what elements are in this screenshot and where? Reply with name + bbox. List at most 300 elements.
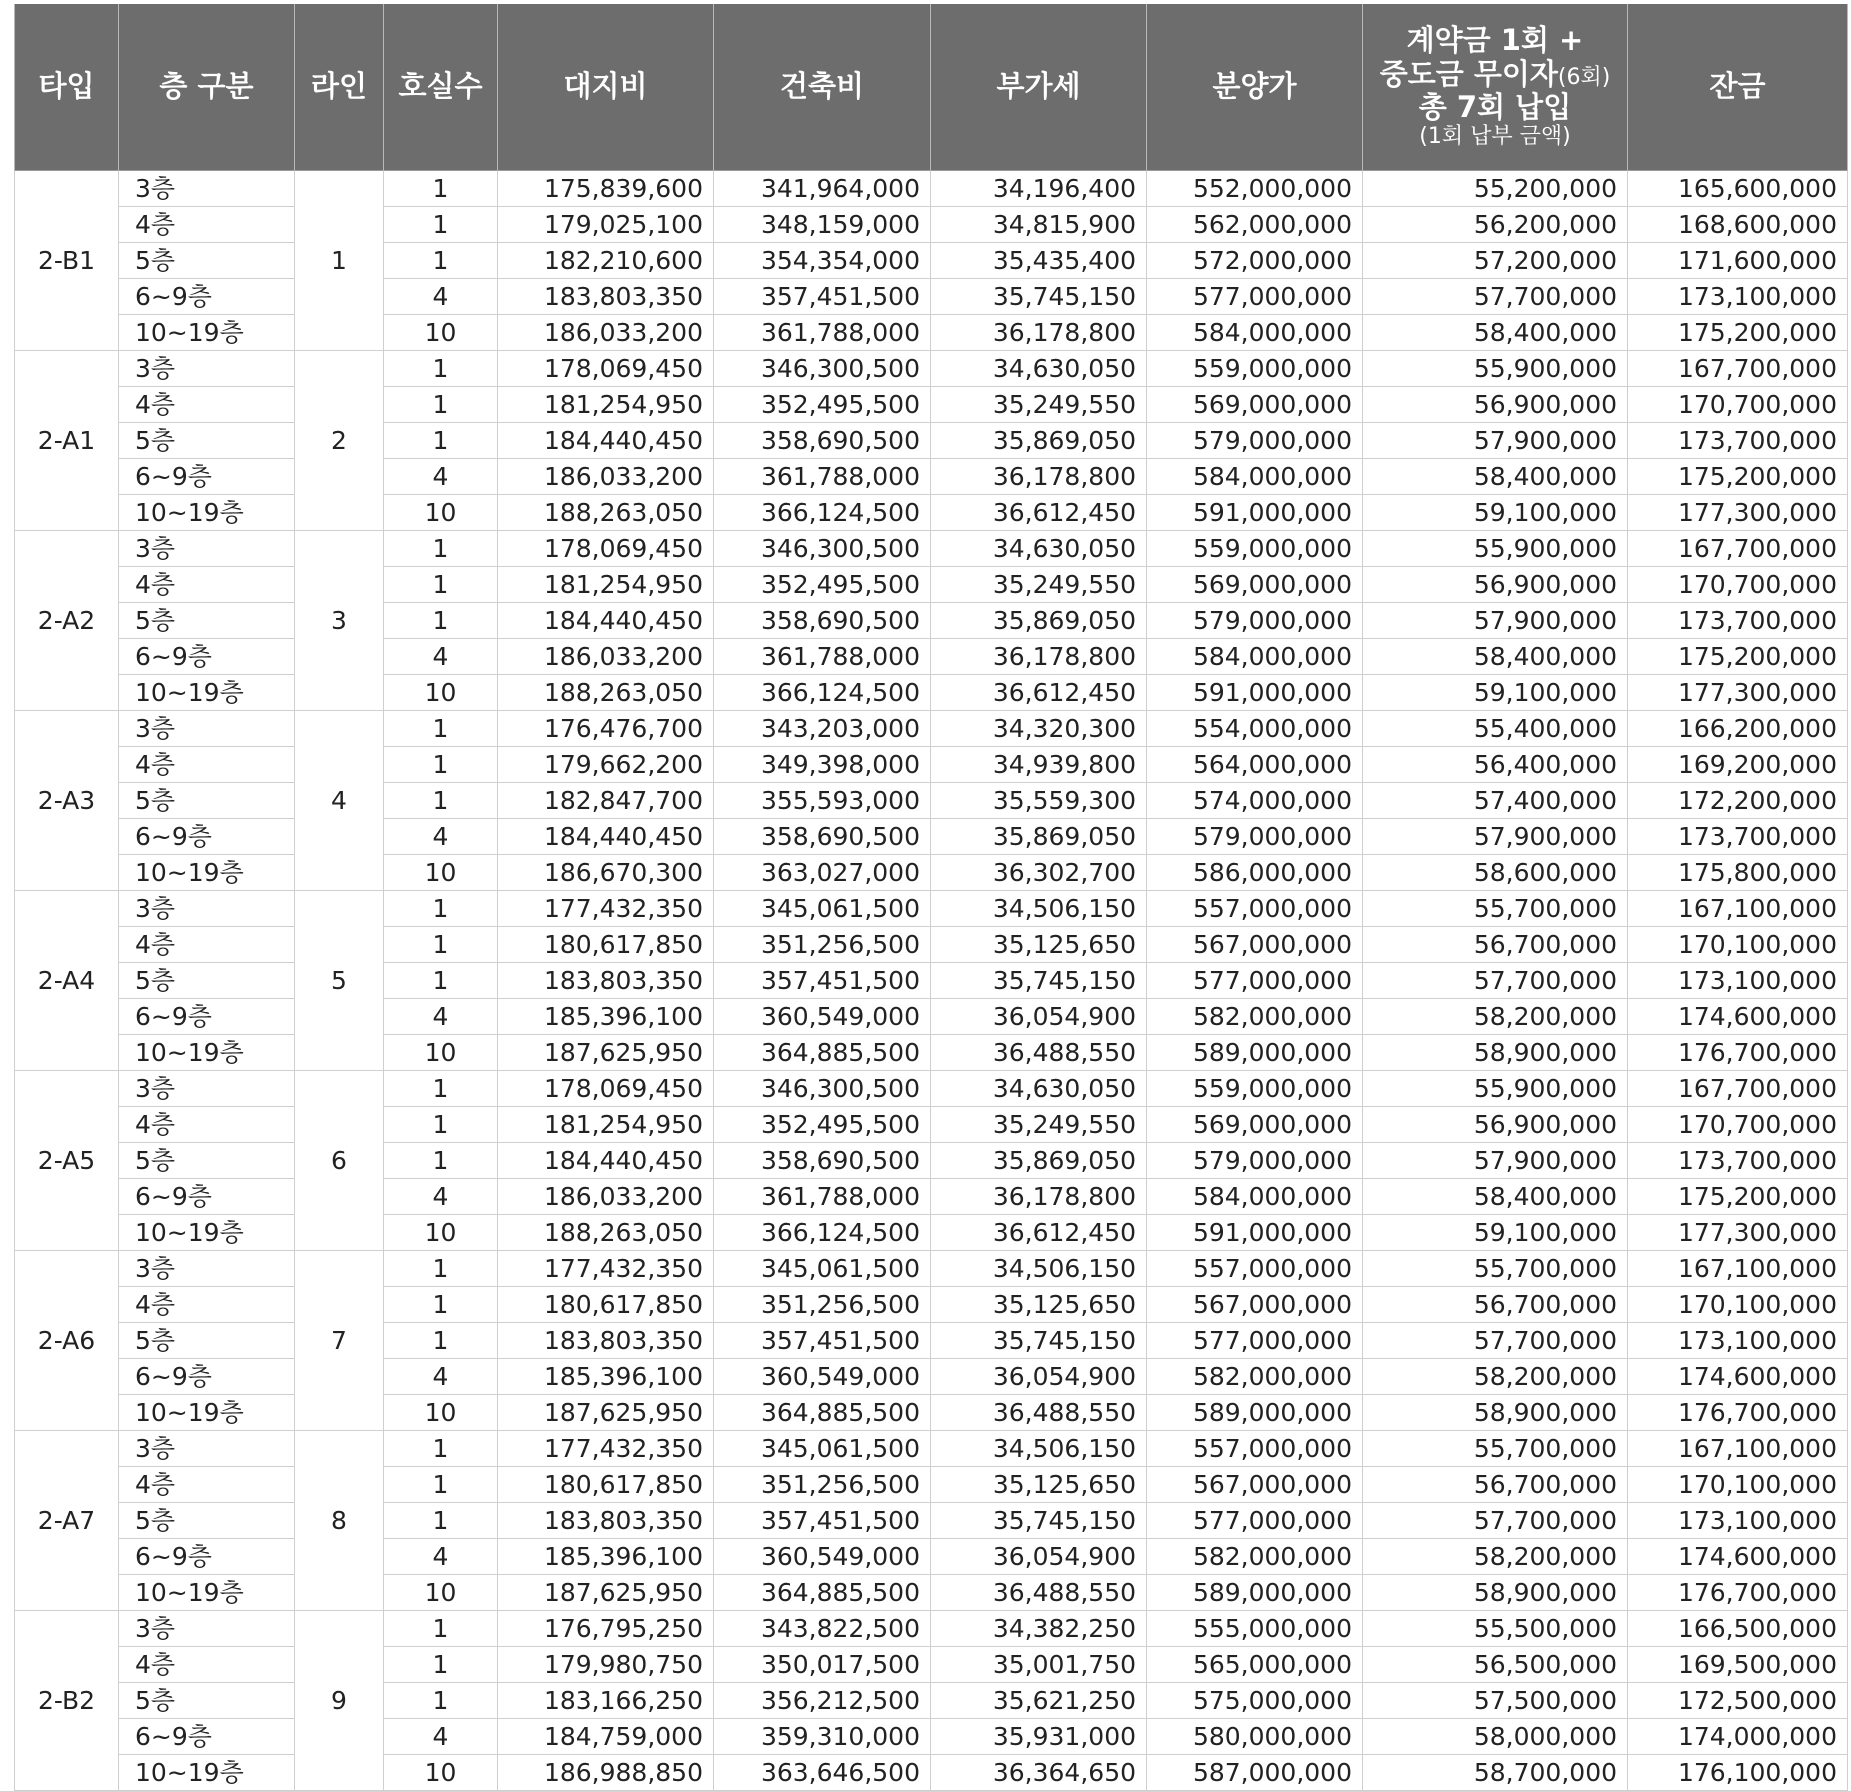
cell-land: 183,803,350 xyxy=(498,963,714,999)
table-row xyxy=(15,1503,1848,1539)
cell-units: 1 xyxy=(384,711,498,747)
table-row xyxy=(15,531,1848,567)
cell-floor: 10~19층 xyxy=(119,495,295,531)
cell-balance: 176,700,000 xyxy=(1628,1035,1848,1071)
cell-vat: 34,506,150 xyxy=(931,1431,1147,1467)
cell-land: 179,980,750 xyxy=(498,1647,714,1683)
table-row xyxy=(15,1143,1848,1179)
cell-building: 364,885,500 xyxy=(714,1395,931,1431)
cell-payment: 55,900,000 xyxy=(1363,531,1628,567)
table-row xyxy=(15,999,1848,1035)
table-row xyxy=(15,243,1848,279)
cell-vat: 35,435,400 xyxy=(931,243,1147,279)
cell-land: 186,670,300 xyxy=(498,855,714,891)
cell-payment: 56,700,000 xyxy=(1363,927,1628,963)
cell-price: 567,000,000 xyxy=(1147,1467,1363,1503)
cell-vat: 35,869,050 xyxy=(931,819,1147,855)
cell-vat: 36,054,900 xyxy=(931,1539,1147,1575)
cell-price: 577,000,000 xyxy=(1147,963,1363,999)
table-row xyxy=(15,1575,1848,1611)
header-row xyxy=(15,4,1848,171)
cell-units: 1 xyxy=(384,387,498,423)
cell-vat: 36,364,650 xyxy=(931,1755,1147,1791)
cell-price: 559,000,000 xyxy=(1147,531,1363,567)
cell-floor: 5층 xyxy=(119,1143,295,1179)
table-row xyxy=(15,675,1848,711)
cell-units: 4 xyxy=(384,1539,498,1575)
table-row xyxy=(15,1683,1848,1719)
cell-floor: 6~9층 xyxy=(119,279,295,315)
cell-balance: 169,200,000 xyxy=(1628,747,1848,783)
cell-land: 181,254,950 xyxy=(498,1107,714,1143)
cell-balance: 174,000,000 xyxy=(1628,1719,1848,1755)
cell-units: 1 xyxy=(384,1467,498,1503)
cell-units: 4 xyxy=(384,819,498,855)
cell-vat: 35,931,000 xyxy=(931,1719,1147,1755)
cell-land: 176,476,700 xyxy=(498,711,714,747)
cell-land: 184,440,450 xyxy=(498,603,714,639)
cell-type: 2-B2 xyxy=(15,1611,119,1791)
cell-balance: 170,700,000 xyxy=(1628,567,1848,603)
cell-floor: 4층 xyxy=(119,387,295,423)
cell-land: 178,069,450 xyxy=(498,351,714,387)
cell-units: 4 xyxy=(384,639,498,675)
table-row xyxy=(15,1395,1848,1431)
cell-price: 569,000,000 xyxy=(1147,567,1363,603)
header-floor: 층 구분 xyxy=(119,4,295,171)
cell-units: 1 xyxy=(384,351,498,387)
cell-floor: 10~19층 xyxy=(119,675,295,711)
cell-payment: 58,900,000 xyxy=(1363,1575,1628,1611)
header-line: 라인 xyxy=(295,4,384,171)
cell-floor: 5층 xyxy=(119,963,295,999)
cell-payment: 57,700,000 xyxy=(1363,1503,1628,1539)
cell-land: 177,432,350 xyxy=(498,1431,714,1467)
cell-payment: 57,900,000 xyxy=(1363,603,1628,639)
cell-payment: 55,700,000 xyxy=(1363,1251,1628,1287)
cell-payment: 57,500,000 xyxy=(1363,1683,1628,1719)
cell-line: 1 xyxy=(295,171,384,351)
cell-line: 6 xyxy=(295,1071,384,1251)
cell-balance: 176,700,000 xyxy=(1628,1575,1848,1611)
header-payment xyxy=(1363,4,1628,171)
cell-land: 188,263,050 xyxy=(498,675,714,711)
cell-payment: 58,600,000 xyxy=(1363,855,1628,891)
cell-price: 565,000,000 xyxy=(1147,1647,1363,1683)
cell-line: 2 xyxy=(295,351,384,531)
cell-floor: 3층 xyxy=(119,1611,295,1647)
cell-building: 358,690,500 xyxy=(714,603,931,639)
cell-price: 577,000,000 xyxy=(1147,279,1363,315)
cell-vat: 36,178,800 xyxy=(931,1179,1147,1215)
cell-building: 352,495,500 xyxy=(714,567,931,603)
cell-price: 579,000,000 xyxy=(1147,819,1363,855)
cell-price: 591,000,000 xyxy=(1147,495,1363,531)
cell-floor: 4층 xyxy=(119,1467,295,1503)
cell-payment: 55,900,000 xyxy=(1363,1071,1628,1107)
table-row xyxy=(15,315,1848,351)
cell-floor: 6~9층 xyxy=(119,999,295,1035)
cell-balance: 168,600,000 xyxy=(1628,207,1848,243)
cell-balance: 166,200,000 xyxy=(1628,711,1848,747)
cell-building: 363,027,000 xyxy=(714,855,931,891)
cell-units: 1 xyxy=(384,1611,498,1647)
cell-land: 184,759,000 xyxy=(498,1719,714,1755)
cell-units: 4 xyxy=(384,1719,498,1755)
table-row xyxy=(15,855,1848,891)
cell-vat: 36,612,450 xyxy=(931,495,1147,531)
cell-line: 8 xyxy=(295,1431,384,1611)
table-row xyxy=(15,1179,1848,1215)
cell-price: 577,000,000 xyxy=(1147,1323,1363,1359)
cell-balance: 176,100,000 xyxy=(1628,1755,1848,1791)
cell-units: 1 xyxy=(384,1431,498,1467)
cell-payment: 59,100,000 xyxy=(1363,675,1628,711)
cell-floor: 4층 xyxy=(119,207,295,243)
cell-payment: 58,400,000 xyxy=(1363,459,1628,495)
cell-units: 1 xyxy=(384,243,498,279)
cell-line: 4 xyxy=(295,711,384,891)
cell-vat: 35,249,550 xyxy=(931,1107,1147,1143)
cell-floor: 3층 xyxy=(119,1431,295,1467)
cell-type: 2-A7 xyxy=(15,1431,119,1611)
cell-land: 185,396,100 xyxy=(498,1539,714,1575)
cell-building: 357,451,500 xyxy=(714,1323,931,1359)
cell-floor: 6~9층 xyxy=(119,1539,295,1575)
cell-units: 1 xyxy=(384,783,498,819)
cell-payment: 58,400,000 xyxy=(1363,1179,1628,1215)
cell-payment: 58,200,000 xyxy=(1363,1539,1628,1575)
cell-land: 185,396,100 xyxy=(498,999,714,1035)
cell-units: 1 xyxy=(384,747,498,783)
cell-price: 584,000,000 xyxy=(1147,315,1363,351)
cell-payment: 56,200,000 xyxy=(1363,207,1628,243)
cell-price: 569,000,000 xyxy=(1147,1107,1363,1143)
header-payment-line2-main: 중도금 무이자 xyxy=(1379,56,1558,91)
cell-land: 184,440,450 xyxy=(498,819,714,855)
cell-balance: 170,100,000 xyxy=(1628,927,1848,963)
cell-floor: 4층 xyxy=(119,1287,295,1323)
cell-balance: 176,700,000 xyxy=(1628,1395,1848,1431)
cell-balance: 170,100,000 xyxy=(1628,1287,1848,1323)
cell-price: 584,000,000 xyxy=(1147,639,1363,675)
cell-vat: 34,320,300 xyxy=(931,711,1147,747)
cell-floor: 5층 xyxy=(119,1683,295,1719)
cell-payment: 55,700,000 xyxy=(1363,1431,1628,1467)
table-row xyxy=(15,1647,1848,1683)
cell-vat: 34,939,800 xyxy=(931,747,1147,783)
cell-payment: 58,200,000 xyxy=(1363,999,1628,1035)
cell-building: 361,788,000 xyxy=(714,1179,931,1215)
cell-floor: 5층 xyxy=(119,783,295,819)
cell-land: 187,625,950 xyxy=(498,1395,714,1431)
cell-units: 10 xyxy=(384,1575,498,1611)
cell-building: 356,212,500 xyxy=(714,1683,931,1719)
cell-payment: 56,500,000 xyxy=(1363,1647,1628,1683)
cell-land: 185,396,100 xyxy=(498,1359,714,1395)
cell-vat: 36,178,800 xyxy=(931,315,1147,351)
cell-price: 572,000,000 xyxy=(1147,243,1363,279)
table-row xyxy=(15,1359,1848,1395)
cell-balance: 167,700,000 xyxy=(1628,351,1848,387)
cell-floor: 5층 xyxy=(119,1503,295,1539)
cell-land: 180,617,850 xyxy=(498,1287,714,1323)
cell-land: 184,440,450 xyxy=(498,1143,714,1179)
cell-payment: 57,900,000 xyxy=(1363,819,1628,855)
cell-building: 348,159,000 xyxy=(714,207,931,243)
cell-floor: 3층 xyxy=(119,711,295,747)
cell-vat: 35,125,650 xyxy=(931,927,1147,963)
cell-vat: 35,869,050 xyxy=(931,603,1147,639)
cell-payment: 55,900,000 xyxy=(1363,351,1628,387)
cell-price: 555,000,000 xyxy=(1147,1611,1363,1647)
cell-price: 589,000,000 xyxy=(1147,1035,1363,1071)
cell-price: 580,000,000 xyxy=(1147,1719,1363,1755)
cell-price: 587,000,000 xyxy=(1147,1755,1363,1791)
cell-vat: 35,249,550 xyxy=(931,567,1147,603)
cell-building: 341,964,000 xyxy=(714,171,931,207)
cell-payment: 55,400,000 xyxy=(1363,711,1628,747)
table-row xyxy=(15,1287,1848,1323)
cell-price: 591,000,000 xyxy=(1147,1215,1363,1251)
cell-price: 564,000,000 xyxy=(1147,747,1363,783)
cell-units: 1 xyxy=(384,1143,498,1179)
table-row xyxy=(15,423,1848,459)
cell-floor: 4층 xyxy=(119,1647,295,1683)
table-row xyxy=(15,927,1848,963)
cell-price: 582,000,000 xyxy=(1147,999,1363,1035)
cell-floor: 6~9층 xyxy=(119,459,295,495)
cell-vat: 36,302,700 xyxy=(931,855,1147,891)
table-header xyxy=(15,4,1848,171)
cell-units: 1 xyxy=(384,1107,498,1143)
cell-units: 1 xyxy=(384,567,498,603)
table-row xyxy=(15,639,1848,675)
header-land: 대지비 xyxy=(498,4,714,171)
cell-units: 1 xyxy=(384,531,498,567)
cell-payment: 56,700,000 xyxy=(1363,1467,1628,1503)
cell-line: 5 xyxy=(295,891,384,1071)
cell-units: 10 xyxy=(384,1215,498,1251)
table-row xyxy=(15,891,1848,927)
cell-building: 345,061,500 xyxy=(714,1251,931,1287)
cell-units: 1 xyxy=(384,1503,498,1539)
cell-units: 10 xyxy=(384,1035,498,1071)
cell-land: 175,839,600 xyxy=(498,171,714,207)
cell-floor: 5층 xyxy=(119,1323,295,1359)
cell-units: 1 xyxy=(384,1323,498,1359)
cell-land: 186,033,200 xyxy=(498,1179,714,1215)
cell-vat: 34,630,050 xyxy=(931,351,1147,387)
cell-price: 591,000,000 xyxy=(1147,675,1363,711)
cell-type: 2-A4 xyxy=(15,891,119,1071)
cell-payment: 58,900,000 xyxy=(1363,1395,1628,1431)
cell-balance: 173,100,000 xyxy=(1628,279,1848,315)
cell-floor: 4층 xyxy=(119,927,295,963)
cell-building: 352,495,500 xyxy=(714,387,931,423)
cell-floor: 6~9층 xyxy=(119,639,295,675)
table-row xyxy=(15,747,1848,783)
cell-balance: 167,100,000 xyxy=(1628,891,1848,927)
cell-building: 357,451,500 xyxy=(714,279,931,315)
cell-land: 188,263,050 xyxy=(498,1215,714,1251)
cell-price: 577,000,000 xyxy=(1147,1503,1363,1539)
header-payment-line4: (1회 납부 금액) xyxy=(1419,124,1571,150)
cell-floor: 4층 xyxy=(119,747,295,783)
cell-floor: 10~19층 xyxy=(119,1215,295,1251)
cell-floor: 6~9층 xyxy=(119,1179,295,1215)
header-payment-line2-count: (6회) xyxy=(1557,64,1611,90)
cell-building: 360,549,000 xyxy=(714,999,931,1035)
cell-building: 358,690,500 xyxy=(714,423,931,459)
cell-payment: 56,900,000 xyxy=(1363,1107,1628,1143)
cell-balance: 170,700,000 xyxy=(1628,387,1848,423)
cell-building: 354,354,000 xyxy=(714,243,931,279)
cell-land: 179,025,100 xyxy=(498,207,714,243)
cell-land: 180,617,850 xyxy=(498,927,714,963)
table-row xyxy=(15,1107,1848,1143)
cell-balance: 173,700,000 xyxy=(1628,819,1848,855)
cell-price: 584,000,000 xyxy=(1147,459,1363,495)
cell-floor: 10~19층 xyxy=(119,1395,295,1431)
cell-floor: 6~9층 xyxy=(119,819,295,855)
cell-payment: 58,000,000 xyxy=(1363,1719,1628,1755)
cell-payment: 57,400,000 xyxy=(1363,783,1628,819)
cell-floor: 10~19층 xyxy=(119,315,295,351)
cell-balance: 166,500,000 xyxy=(1628,1611,1848,1647)
cell-payment: 58,900,000 xyxy=(1363,1035,1628,1071)
cell-land: 180,617,850 xyxy=(498,1467,714,1503)
cell-balance: 169,500,000 xyxy=(1628,1647,1848,1683)
cell-building: 361,788,000 xyxy=(714,459,931,495)
cell-balance: 175,200,000 xyxy=(1628,1179,1848,1215)
cell-building: 343,822,500 xyxy=(714,1611,931,1647)
cell-line: 7 xyxy=(295,1251,384,1431)
cell-land: 187,625,950 xyxy=(498,1575,714,1611)
cell-vat: 34,382,250 xyxy=(931,1611,1147,1647)
cell-balance: 175,200,000 xyxy=(1628,315,1848,351)
table-body xyxy=(15,171,1848,1791)
cell-balance: 172,200,000 xyxy=(1628,783,1848,819)
cell-type: 2-A1 xyxy=(15,351,119,531)
cell-building: 351,256,500 xyxy=(714,1287,931,1323)
cell-vat: 35,125,650 xyxy=(931,1467,1147,1503)
cell-units: 10 xyxy=(384,1755,498,1791)
cell-vat: 36,612,450 xyxy=(931,1215,1147,1251)
cell-land: 176,795,250 xyxy=(498,1611,714,1647)
table-row xyxy=(15,459,1848,495)
cell-land: 181,254,950 xyxy=(498,567,714,603)
cell-floor: 3층 xyxy=(119,351,295,387)
table-row xyxy=(15,1431,1848,1467)
cell-building: 357,451,500 xyxy=(714,1503,931,1539)
cell-land: 183,803,350 xyxy=(498,1503,714,1539)
price-table xyxy=(14,4,1848,1791)
cell-building: 366,124,500 xyxy=(714,495,931,531)
cell-payment: 57,700,000 xyxy=(1363,1323,1628,1359)
cell-floor: 4층 xyxy=(119,567,295,603)
cell-price: 559,000,000 xyxy=(1147,351,1363,387)
cell-building: 360,549,000 xyxy=(714,1539,931,1575)
cell-floor: 3층 xyxy=(119,531,295,567)
cell-land: 182,847,700 xyxy=(498,783,714,819)
cell-vat: 35,745,150 xyxy=(931,963,1147,999)
cell-payment: 55,700,000 xyxy=(1363,891,1628,927)
cell-units: 4 xyxy=(384,279,498,315)
header-payment-line3: 총 7회 납입 xyxy=(1418,90,1572,125)
cell-balance: 174,600,000 xyxy=(1628,1359,1848,1395)
cell-price: 557,000,000 xyxy=(1147,1251,1363,1287)
cell-type: 2-B1 xyxy=(15,171,119,351)
cell-balance: 175,200,000 xyxy=(1628,459,1848,495)
cell-price: 567,000,000 xyxy=(1147,1287,1363,1323)
cell-building: 346,300,500 xyxy=(714,531,931,567)
cell-building: 350,017,500 xyxy=(714,1647,931,1683)
cell-building: 352,495,500 xyxy=(714,1107,931,1143)
cell-floor: 3층 xyxy=(119,171,295,207)
cell-building: 360,549,000 xyxy=(714,1359,931,1395)
cell-floor: 3층 xyxy=(119,1071,295,1107)
cell-units: 10 xyxy=(384,1395,498,1431)
cell-payment: 58,200,000 xyxy=(1363,1359,1628,1395)
cell-balance: 170,700,000 xyxy=(1628,1107,1848,1143)
cell-floor: 3층 xyxy=(119,891,295,927)
cell-building: 351,256,500 xyxy=(714,1467,931,1503)
cell-payment: 56,700,000 xyxy=(1363,1287,1628,1323)
cell-payment: 58,700,000 xyxy=(1363,1755,1628,1791)
cell-balance: 174,600,000 xyxy=(1628,999,1848,1035)
cell-balance: 165,600,000 xyxy=(1628,171,1848,207)
cell-units: 4 xyxy=(384,999,498,1035)
cell-price: 554,000,000 xyxy=(1147,711,1363,747)
cell-floor: 6~9층 xyxy=(119,1719,295,1755)
cell-land: 182,210,600 xyxy=(498,243,714,279)
cell-floor: 3층 xyxy=(119,1251,295,1287)
cell-floor: 5층 xyxy=(119,243,295,279)
cell-price: 579,000,000 xyxy=(1147,423,1363,459)
cell-price: 579,000,000 xyxy=(1147,1143,1363,1179)
cell-price: 589,000,000 xyxy=(1147,1395,1363,1431)
cell-balance: 177,300,000 xyxy=(1628,1215,1848,1251)
cell-vat: 34,815,900 xyxy=(931,207,1147,243)
cell-payment: 57,200,000 xyxy=(1363,243,1628,279)
table-row xyxy=(15,963,1848,999)
cell-price: 582,000,000 xyxy=(1147,1359,1363,1395)
cell-payment: 56,900,000 xyxy=(1363,387,1628,423)
cell-price: 584,000,000 xyxy=(1147,1179,1363,1215)
cell-land: 186,033,200 xyxy=(498,639,714,675)
cell-balance: 167,100,000 xyxy=(1628,1251,1848,1287)
cell-building: 346,300,500 xyxy=(714,1071,931,1107)
cell-building: 345,061,500 xyxy=(714,1431,931,1467)
cell-balance: 175,800,000 xyxy=(1628,855,1848,891)
cell-balance: 167,100,000 xyxy=(1628,1431,1848,1467)
cell-land: 188,263,050 xyxy=(498,495,714,531)
cell-balance: 173,700,000 xyxy=(1628,423,1848,459)
table-row xyxy=(15,1611,1848,1647)
cell-balance: 175,200,000 xyxy=(1628,639,1848,675)
cell-units: 1 xyxy=(384,927,498,963)
header-payment-line2 xyxy=(1367,58,1623,91)
table-row xyxy=(15,351,1848,387)
cell-land: 186,033,200 xyxy=(498,315,714,351)
table-row xyxy=(15,819,1848,855)
cell-type: 2-A6 xyxy=(15,1251,119,1431)
cell-building: 366,124,500 xyxy=(714,675,931,711)
cell-vat: 35,869,050 xyxy=(931,1143,1147,1179)
table-row xyxy=(15,495,1848,531)
header-type: 타입 xyxy=(15,4,119,171)
